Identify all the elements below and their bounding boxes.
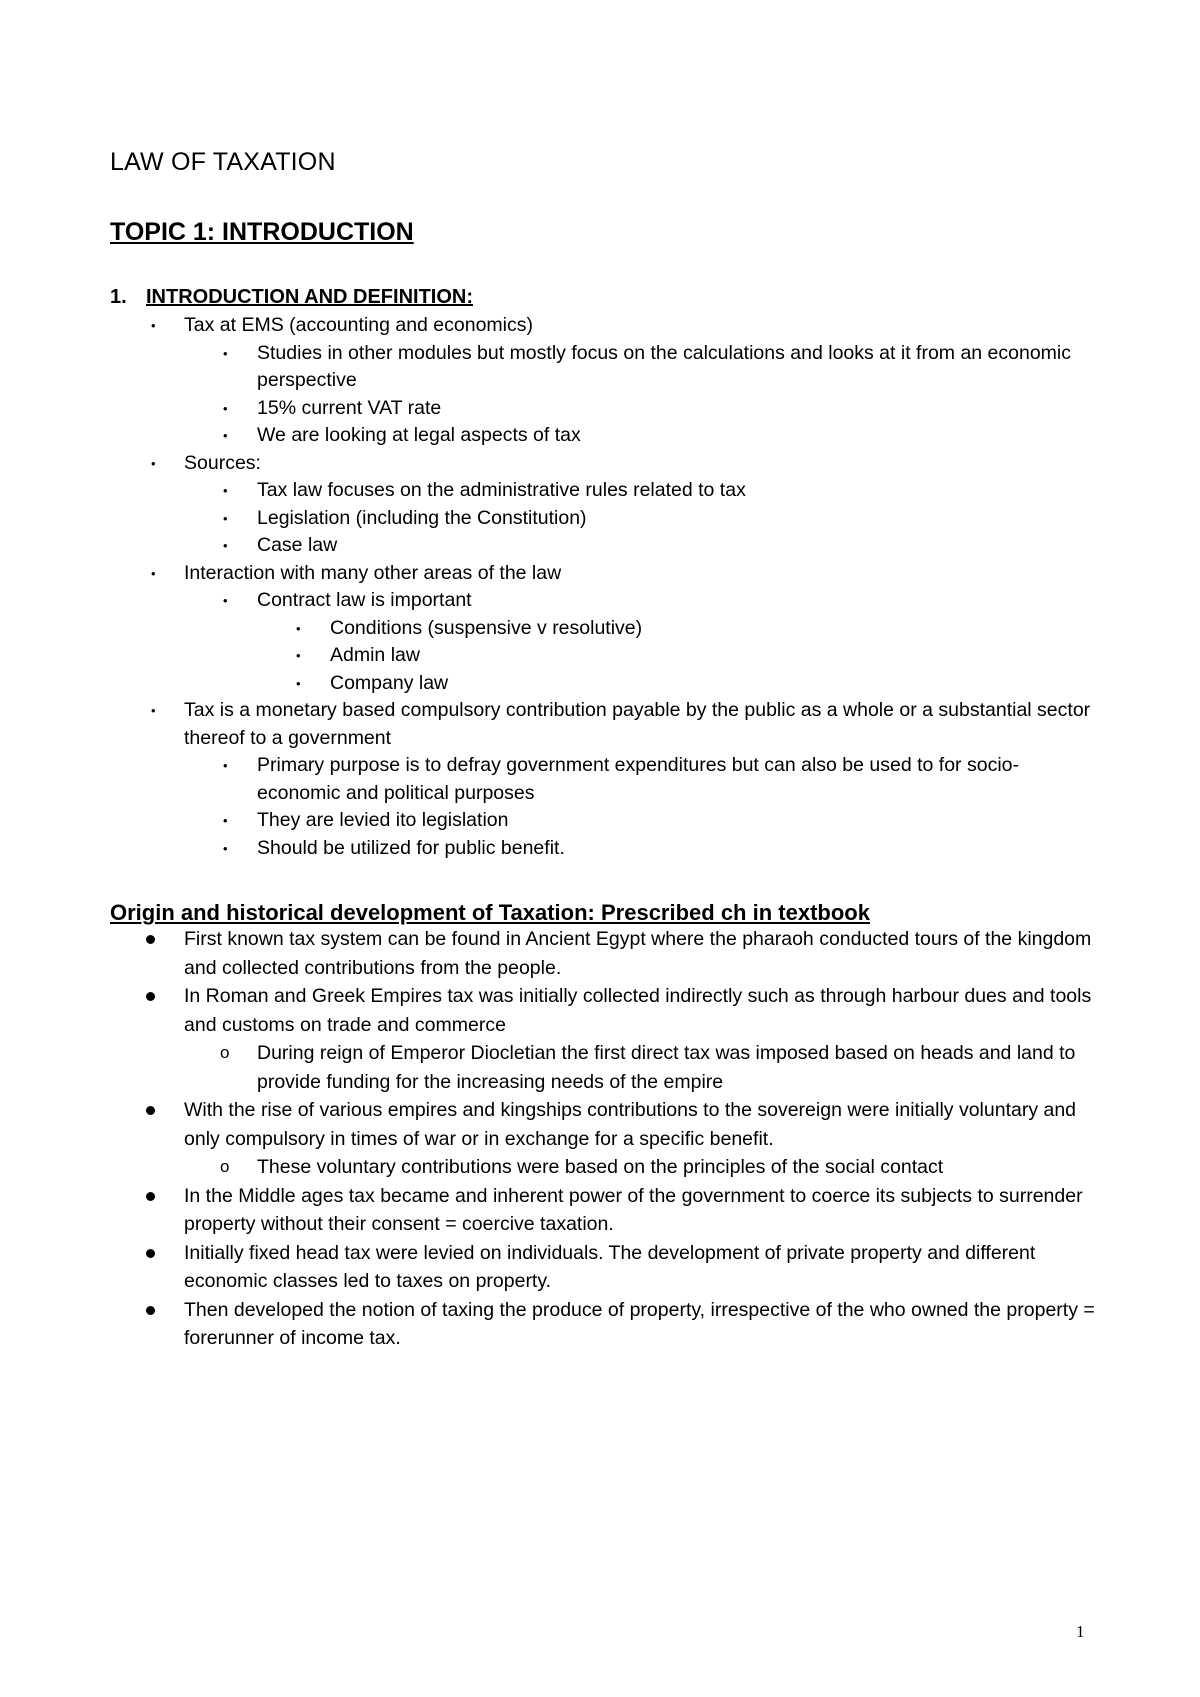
list-item <box>0 982 1104 1039</box>
bullet-icon <box>146 1192 155 1201</box>
bullet-icon: • <box>296 620 301 636</box>
list-item-text: With the rise of various empires and kingships contributions to the sovereign were initially voluntary and only compulsory in times of war or in exchange for a specific benefit. <box>184 1099 1077 1150</box>
section-heading-text: INTRODUCTION AND DEFINITION: <box>146 286 474 308</box>
bullet-icon: • <box>151 455 156 471</box>
page-title: LAW OF TAXATION <box>110 148 336 176</box>
list-item-text: We are looking at legal aspects of tax <box>257 424 581 446</box>
list-item <box>0 642 1100 670</box>
list-item-text: 15% current VAT rate <box>257 396 442 419</box>
bullet-icon: • <box>223 483 228 498</box>
list-item-text: Tax at EMS (accounting and economics) <box>184 314 534 336</box>
list-item <box>0 1182 1104 1239</box>
list-item-text: They are levied ito legislation <box>257 809 509 831</box>
list-item-text: Should be utilized for public benefit. <box>257 836 565 859</box>
list-item <box>0 505 1097 533</box>
list-item <box>0 615 1100 643</box>
section-heading-introduction <box>110 286 473 309</box>
section-number: 1. <box>110 286 127 308</box>
section-heading-origin: Origin and historical development of Taxation: Prescribed ch in textbook <box>110 900 870 925</box>
list-item-text: Studies in other modules but mostly focus on the calculations and looks at it from an economic perspective <box>257 341 1072 391</box>
bullet-icon: o <box>220 1157 230 1176</box>
list-item-text: Legislation (including the Constitution) <box>257 506 587 529</box>
bullet-icon: • <box>151 565 156 581</box>
list-item-text: In Roman and Greek Empires tax was initially collected indirectly such as through harbour dues and tools and customs on trade and commerce <box>184 985 1092 1036</box>
list-item-text: Sources: <box>184 451 261 474</box>
list-item-text: First known tax system can be found in Ancient Egypt where the pharaoh conducted tours of the kingdom and collected contributions from the people. <box>184 928 1092 979</box>
list-item-text: Primary purpose is to defray government expenditures but can also be used to for socio-economic and political purposes <box>257 754 1019 804</box>
bullet-icon: o <box>220 1043 230 1062</box>
bullet-icon: • <box>223 758 228 773</box>
list-item-text: Initially fixed head tax were levied on individuals. The development of private property and different economic classes led to taxes on property. <box>184 1241 1036 1292</box>
list-item <box>0 395 1097 423</box>
list-item <box>0 835 1097 863</box>
origin-bullet-list <box>0 925 1200 1353</box>
list-item <box>0 925 1104 982</box>
list-item-text: Case law <box>257 534 338 556</box>
bullet-icon <box>146 1249 155 1258</box>
list-item <box>0 422 1097 450</box>
list-item <box>0 1096 1104 1153</box>
bullet-icon <box>146 1106 155 1115</box>
list-item <box>0 587 1097 615</box>
bullet-icon: • <box>223 510 228 526</box>
list-item-text: Tax is a monetary based compulsory contribution payable by the public as a whole or a substantial sector thereof to a government <box>184 699 1091 749</box>
list-item-text: In the Middle ages tax became and inherent power of the government to coerce its subjects to surrender property without their consent = coercive taxation. <box>184 1184 1083 1235</box>
topic-title: TOPIC 1: INTRODUCTION <box>110 218 414 246</box>
list-item <box>0 532 1097 560</box>
list-item-text: Contract law is important <box>257 589 472 611</box>
list-item-text: Tax law focuses on the administrative rules related to tax <box>257 479 746 501</box>
list-item-text: Admin law <box>330 644 420 666</box>
bullet-icon: • <box>151 318 156 333</box>
list-item <box>0 1153 1097 1182</box>
list-item <box>0 477 1097 505</box>
list-item <box>0 1296 1104 1353</box>
list-item <box>0 560 1104 588</box>
list-item <box>0 752 1097 807</box>
list-item <box>0 807 1097 835</box>
list-item <box>0 670 1100 698</box>
list-item-text: Conditions (suspensive v resolutive) <box>330 616 643 639</box>
bullet-icon: • <box>223 538 228 553</box>
list-item <box>0 1239 1104 1296</box>
list-item <box>0 1039 1097 1096</box>
list-item <box>0 697 1104 752</box>
bullet-icon: • <box>223 400 228 416</box>
list-item-text: Then developed the notion of taxing the produce of property, irrespective of the who owned the property = forerunner of income tax. <box>184 1298 1095 1349</box>
bullet-icon: • <box>296 648 301 663</box>
bullet-icon: • <box>223 345 228 361</box>
list-item <box>0 340 1097 395</box>
list-item-text: During reign of Emperor Diocletian the first direct tax was imposed based on heads and land to provide funding for the increasing needs of the empire <box>257 1042 1076 1093</box>
bullet-icon: • <box>223 428 228 443</box>
list-item <box>0 450 1104 478</box>
bullet-icon: • <box>223 593 228 608</box>
list-item-text: These voluntary contributions were based on the principles of the social contact <box>257 1156 944 1178</box>
introduction-bullet-list <box>0 312 1200 862</box>
bullet-icon: • <box>296 675 301 691</box>
bullet-icon <box>146 935 155 944</box>
bullet-icon: • <box>223 813 228 828</box>
list-item-text: Company law <box>330 671 449 694</box>
bullet-icon <box>146 1306 155 1315</box>
page-number: 1 <box>1076 1622 1085 1641</box>
bullet-icon: • <box>151 703 156 718</box>
list-item <box>0 312 1104 340</box>
bullet-icon: • <box>223 840 228 856</box>
list-item-text: Interaction with many other areas of the law <box>184 561 562 584</box>
bullet-icon <box>146 992 155 1001</box>
